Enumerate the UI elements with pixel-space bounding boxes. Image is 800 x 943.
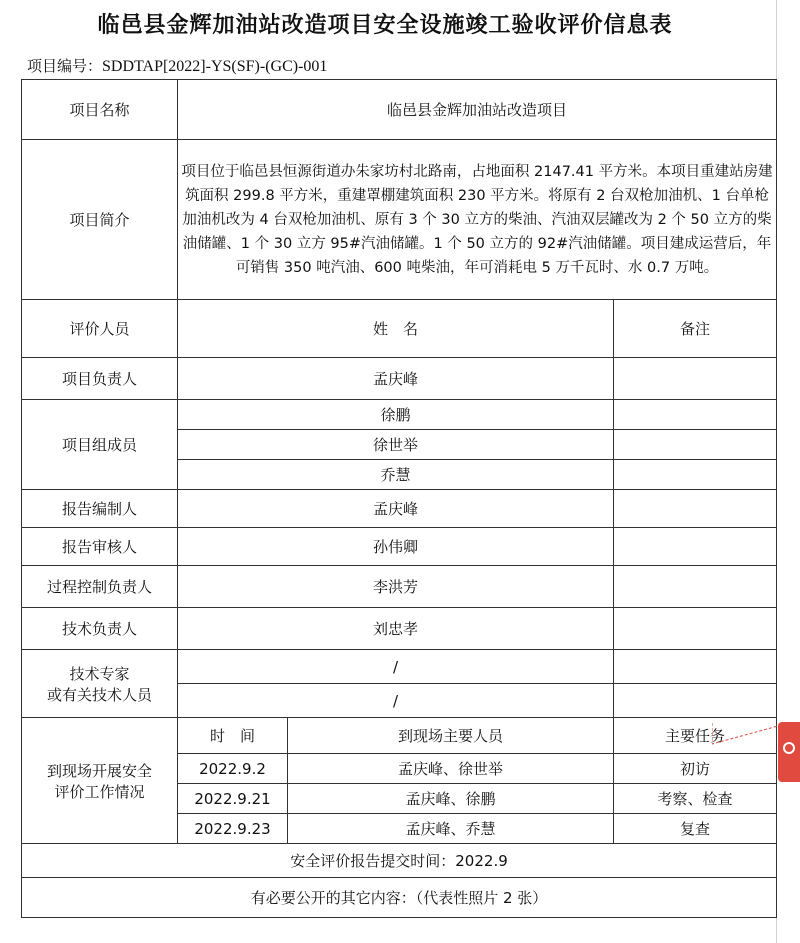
tech-name: 刘忠孝 — [178, 608, 614, 650]
member-name: 徐世举 — [178, 430, 614, 460]
member-row — [22, 400, 777, 430]
experts-role-line1: 技术专家 — [69, 664, 130, 683]
experts-role-line2: 或有关技术人员 — [46, 685, 152, 704]
project-intro-row — [22, 140, 777, 300]
member-note — [614, 460, 777, 490]
page-title: 临邑县金辉加油站改造项目安全设施竣工验收评价信息表 — [97, 13, 673, 38]
site-header-people: 到现场主要人员 — [288, 718, 614, 754]
tech-row — [22, 608, 777, 650]
site-task: 初访 — [614, 754, 777, 784]
other-content: 有必要公开的其它内容：（代表性照片 2 张） — [22, 878, 777, 918]
reviewer-note — [614, 528, 777, 566]
submit-time: 安全评价报告提交时间：2022.9 — [22, 844, 777, 878]
tech-role: 技术负责人 — [22, 608, 178, 650]
site-work-label-line2: 评价工作情况 — [54, 782, 145, 801]
leader-name: 孟庆峰 — [178, 358, 614, 400]
author-role: 报告编制人 — [22, 490, 178, 528]
expert-row — [22, 650, 777, 684]
process-row — [22, 566, 777, 608]
site-time: 2022.9.2 — [178, 754, 288, 784]
tech-note — [614, 608, 777, 650]
project-name-row — [22, 80, 777, 140]
reviewer-name: 孙伟卿 — [178, 528, 614, 566]
project-code-value: SDDTAP[2022]-YS(SF)-(GC)-001 — [102, 58, 328, 75]
author-note — [614, 490, 777, 528]
member-note — [614, 430, 777, 460]
personnel-header-row — [22, 300, 777, 358]
site-header-task: 主要任务 — [614, 718, 777, 754]
feedback-icon — [783, 742, 795, 754]
site-header-time: 时 间 — [178, 718, 288, 754]
author-row — [22, 490, 777, 528]
author-name: 孟庆峰 — [178, 490, 614, 528]
site-work-label — [22, 718, 178, 844]
site-people: 孟庆峰、徐世举 — [288, 754, 614, 784]
experts-role — [22, 650, 178, 718]
site-people: 孟庆峰、乔慧 — [288, 814, 614, 844]
reviewer-row — [22, 528, 777, 566]
process-role: 过程控制负责人 — [22, 566, 178, 608]
site-header-row — [22, 718, 777, 754]
process-name: 李洪芳 — [178, 566, 614, 608]
project-name-label: 项目名称 — [22, 80, 178, 140]
header-name: 姓 名 — [178, 300, 614, 358]
leader-row — [22, 358, 777, 400]
submit-time-row — [22, 844, 777, 878]
expert-name: / — [178, 650, 614, 684]
comment-connector-line — [712, 722, 778, 746]
other-content-row — [22, 878, 777, 918]
leader-note — [614, 358, 777, 400]
expert-note — [614, 684, 777, 718]
site-people: 孟庆峰、徐鹏 — [288, 784, 614, 814]
process-note — [614, 566, 777, 608]
member-note — [614, 400, 777, 430]
header-role: 评价人员 — [22, 300, 178, 358]
site-work-label-line1: 到现场开展安全 — [46, 761, 152, 780]
project-code-line — [27, 55, 327, 76]
site-time: 2022.9.23 — [178, 814, 288, 844]
leader-role: 项目负责人 — [22, 358, 178, 400]
site-task: 复查 — [614, 814, 777, 844]
project-intro-text: 项目位于临邑县恒源街道办朱家坊村北路南，占地面积 2147.41 平方米。本项目重建站房建筑面积 299.8 平方米，重建罩棚建筑面积 230 平方米。将原有 2 台双枪加油机、1 台单枪加油机改为 4 台双枪加油机、原有 3 个 30 立方的柴油、汽油双层罐改为 2 个 50 立方的柴油储罐、1 个 30 立方 95#汽油储罐。1 个 50 立方的 92#汽油储罐。项目建成运营后，年可销售 350 吨汽油、600 吨柴油，年可消耗电 5 万千瓦时、水 0.7 万吨。 — [178, 140, 777, 300]
side-feedback-tab[interactable] — [778, 722, 800, 782]
member-name: 徐鹏 — [178, 400, 614, 430]
project-code-label: 项目编号： — [27, 57, 103, 75]
reviewer-role: 报告审核人 — [22, 528, 178, 566]
member-name: 乔慧 — [178, 460, 614, 490]
project-intro-label: 项目简介 — [22, 140, 178, 300]
site-task: 考察、检查 — [614, 784, 777, 814]
project-name-value: 临邑县金辉加油站改造项目 — [178, 80, 777, 140]
members-role: 项目组成员 — [22, 400, 178, 490]
site-time: 2022.9.21 — [178, 784, 288, 814]
info-table — [21, 79, 777, 918]
expert-note — [614, 650, 777, 684]
header-note: 备注 — [614, 300, 777, 358]
expert-name: / — [178, 684, 614, 718]
